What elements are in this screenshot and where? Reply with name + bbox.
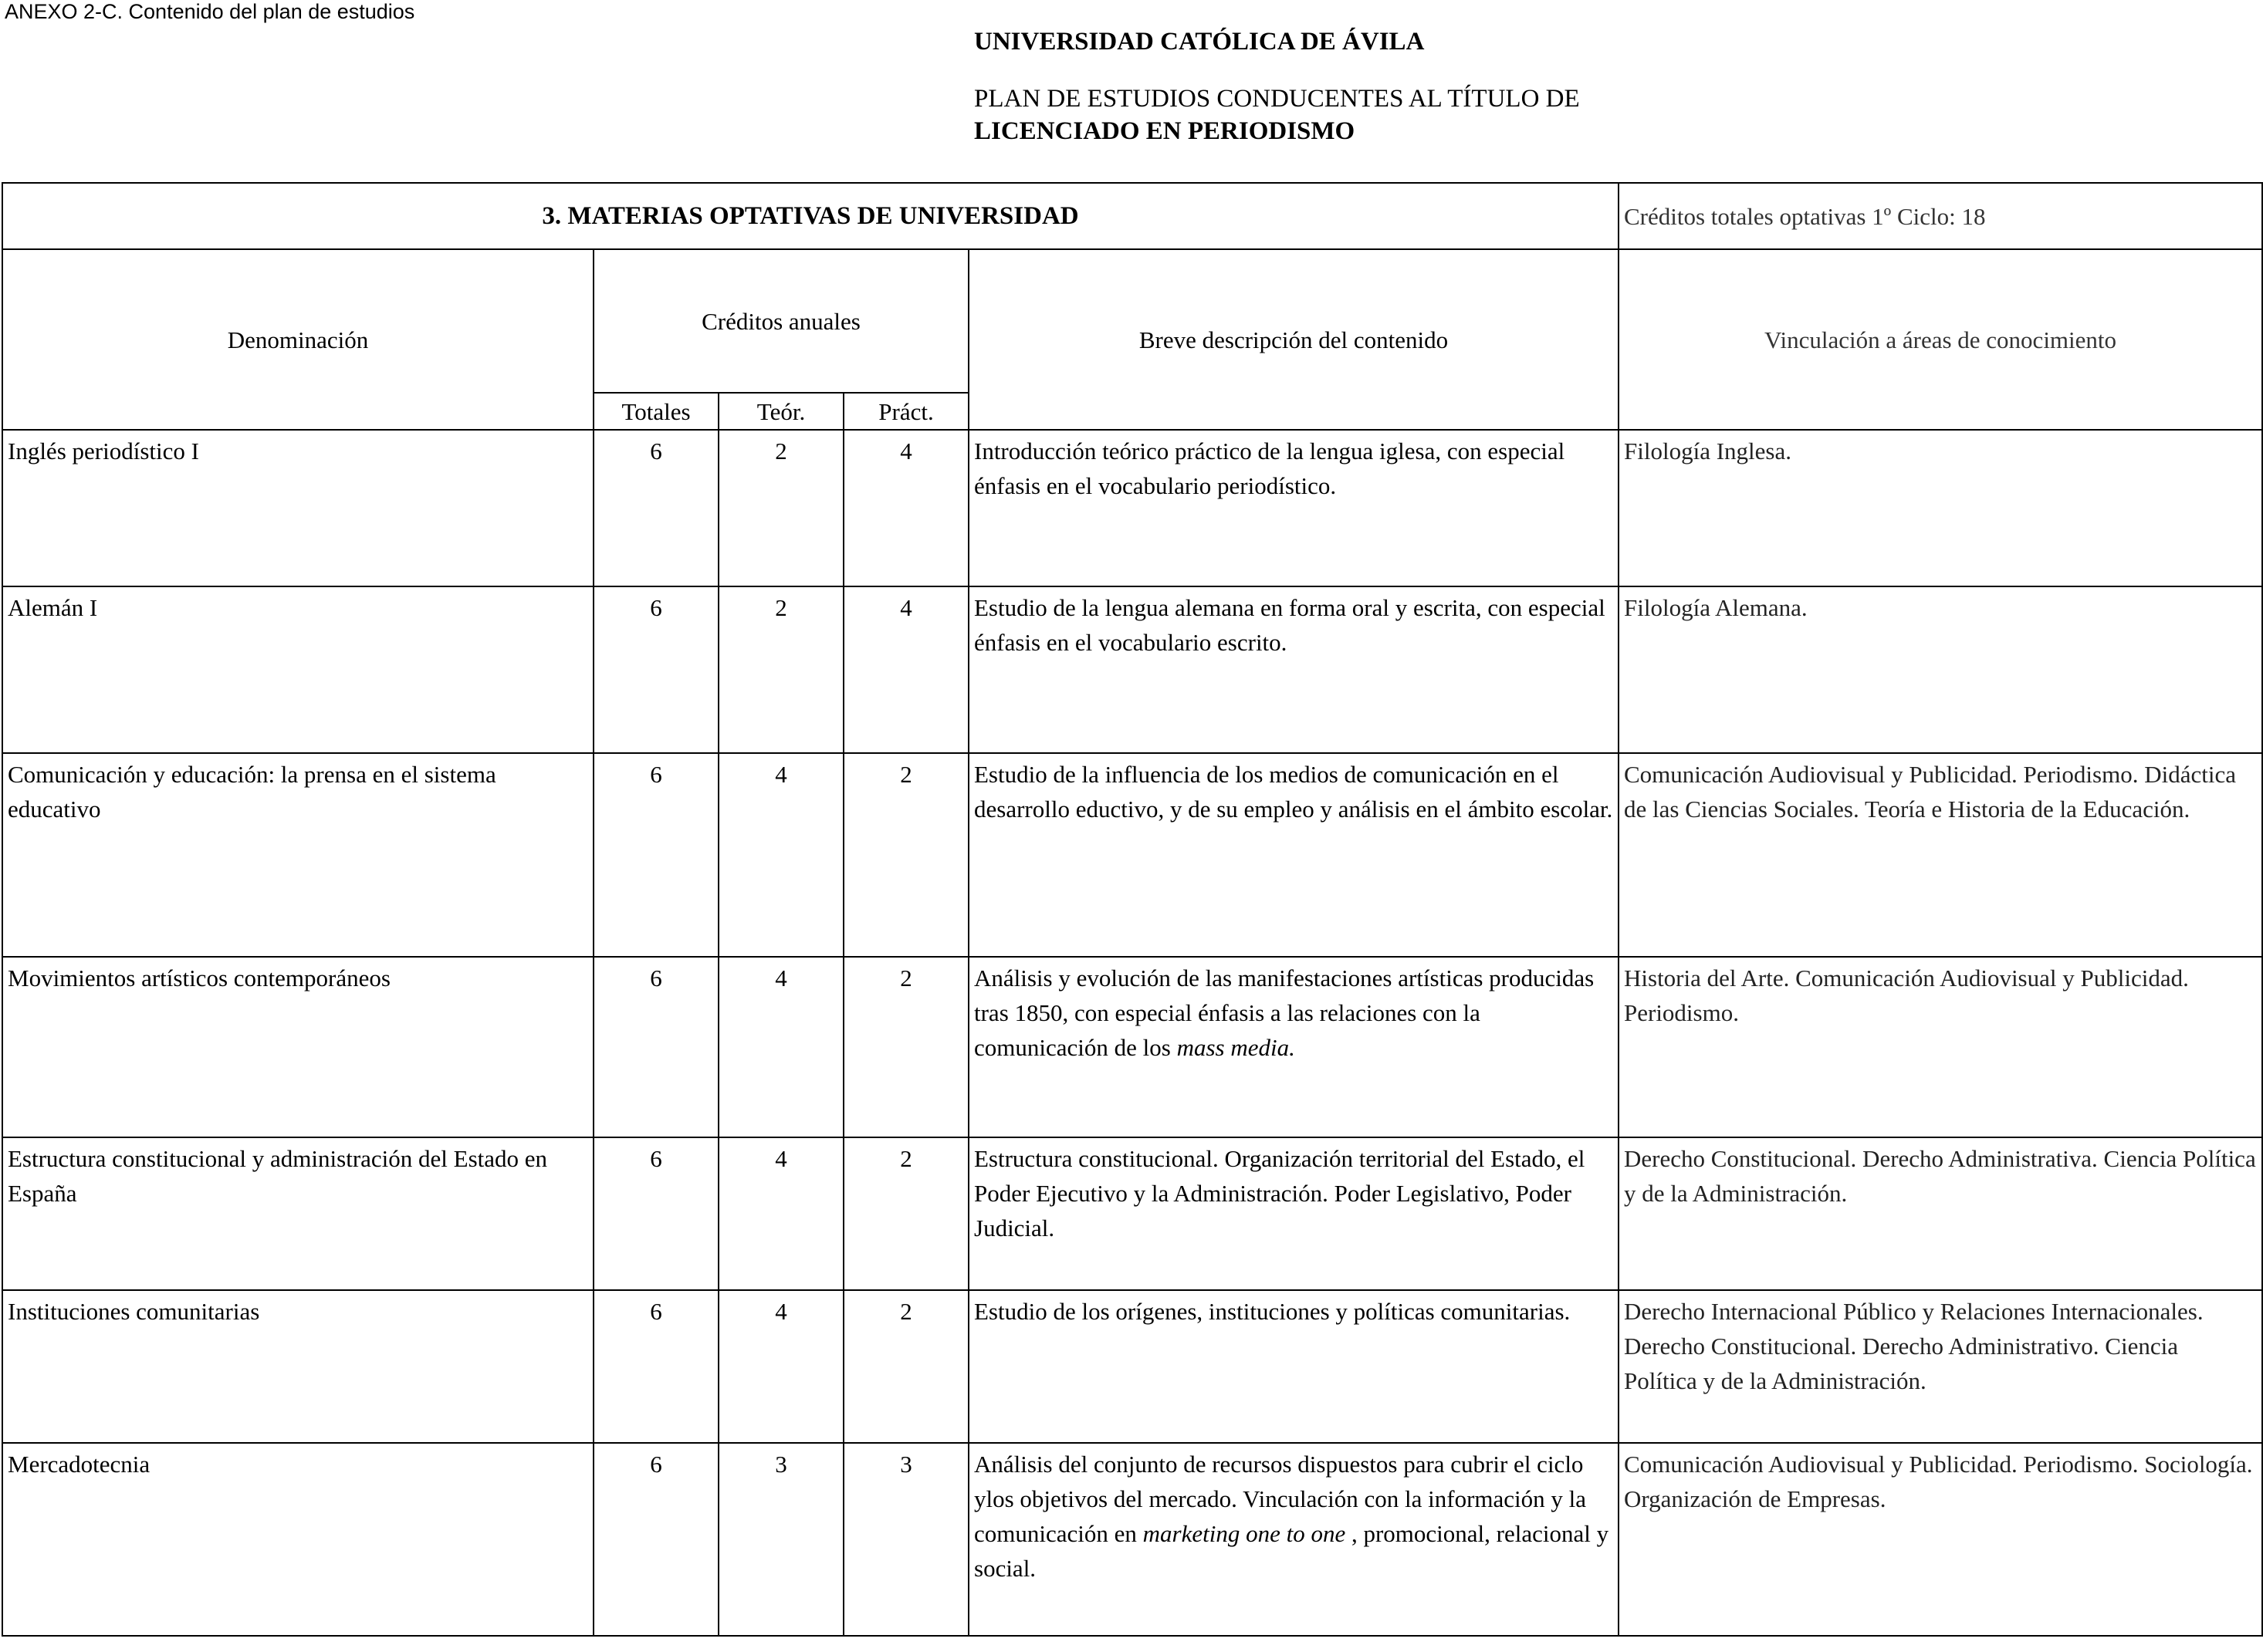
section-title: 3. MATERIAS OPTATIVAS DE UNIVERSIDAD [2, 183, 1619, 249]
col-header-vinculacion: Vinculación a áreas de conocimiento [1619, 249, 2262, 430]
credits-teor: 4 [719, 957, 844, 1137]
col-header-pract: Práct. [844, 393, 969, 430]
credits-totales: 6 [594, 1137, 719, 1290]
subject-name: Mercadotecnia [2, 1443, 594, 1636]
credits-teor: 4 [719, 1137, 844, 1290]
col-header-totales: Totales [594, 393, 719, 430]
credits-totales: 6 [594, 586, 719, 753]
credits-pract: 4 [844, 430, 969, 586]
subject-description [969, 957, 1619, 1137]
col-header-denominacion: Denominación [2, 249, 594, 430]
credits-pract: 2 [844, 753, 969, 957]
knowledge-areas: Derecho Constitucional. Derecho Administrativa. Ciencia Política y de la Administración. [1619, 1137, 2262, 1290]
plan-line: PLAN DE ESTUDIOS CONDUCENTES AL TÍTULO DE [974, 85, 1580, 113]
description-italic: mass media. [1176, 1034, 1295, 1061]
credits-teor: 2 [719, 586, 844, 753]
subject-description [969, 1443, 1619, 1636]
description-italic: marketing one to one [1142, 1520, 1346, 1547]
knowledge-areas: Derecho Internacional Público y Relaciones Internacionales. Derecho Constitucional. Derecho Administrativo. Ciencia Política y de la Administración. [1619, 1290, 2262, 1443]
credits-teor: 4 [719, 753, 844, 957]
subject-name: Estructura constitucional y administración del Estado en España [2, 1137, 594, 1290]
knowledge-areas: Historia del Arte. Comunicación Audiovisual y Publicidad. Periodismo. [1619, 957, 2262, 1137]
knowledge-areas: Comunicación Audiovisual y Publicidad. Periodismo. Sociología. Organización de Empresas. [1619, 1443, 2262, 1636]
credits-totales: 6 [594, 430, 719, 586]
credits-totales: 6 [594, 753, 719, 957]
annex-label: ANEXO 2-C. Contenido del plan de estudios [5, 0, 415, 23]
credits-pract: 2 [844, 1137, 969, 1290]
table-row [2, 430, 2262, 586]
table-row [2, 753, 2262, 957]
description-tail: , promocional, relacional y social. [974, 1520, 1609, 1582]
subject-description: Introducción teórico práctico de la lengua iglesa, con especial énfasis en el vocabulario periodístico. [969, 430, 1619, 586]
subject-name: Movimientos artísticos contemporáneos [2, 957, 594, 1137]
credits-totales: 6 [594, 1290, 719, 1443]
optional-subjects-table [2, 182, 2263, 1637]
subject-description: Estudio de la influencia de los medios de comunicación en el desarrollo eductivo, y de su empleo y análisis en el ámbito escolar. [969, 753, 1619, 957]
table-row [2, 957, 2262, 1137]
subject-description: Estudio de la lengua alemana en forma oral y escrita, con especial énfasis en el vocabulario escrito. [969, 586, 1619, 753]
credits-teor: 2 [719, 430, 844, 586]
credits-totales: 6 [594, 1443, 719, 1636]
credits-teor: 4 [719, 1290, 844, 1443]
table-row [2, 1443, 2262, 1636]
credits-pract: 2 [844, 957, 969, 1137]
col-header-teor: Teór. [719, 393, 844, 430]
knowledge-areas: Comunicación Audiovisual y Publicidad. Periodismo. Didáctica de las Ciencias Sociales. Teoría e Historia de la Educación. [1619, 753, 2262, 957]
credits-totales: 6 [594, 957, 719, 1137]
university-name: UNIVERSIDAD CATÓLICA DE ÁVILA [974, 28, 1425, 56]
subject-description: Estructura constitucional. Organización territorial del Estado, el Poder Ejecutivo y la Administración. Poder Legislativo, Poder Judicial. [969, 1137, 1619, 1290]
subject-name: Comunicación y educación: la prensa en el sistema educativo [2, 753, 594, 957]
subject-name: Inglés periodístico I [2, 430, 594, 586]
table-row [2, 1290, 2262, 1443]
knowledge-areas: Filología Alemana. [1619, 586, 2262, 753]
credits-pract: 4 [844, 586, 969, 753]
credits-pract: 3 [844, 1443, 969, 1636]
table-row [2, 1137, 2262, 1290]
total-credits: Créditos totales optativas 1º Ciclo: 18 [1619, 183, 2262, 249]
credits-teor: 3 [719, 1443, 844, 1636]
col-header-creditos: Créditos anuales [594, 249, 969, 393]
credits-pract: 2 [844, 1290, 969, 1443]
col-header-descripcion: Breve descripción del contenido [969, 249, 1619, 430]
degree-title: LICENCIADO EN PERIODISMO [974, 117, 1355, 145]
subject-description: Estudio de los orígenes, instituciones y políticas comunitarias. [969, 1290, 1619, 1443]
description-text: Análisis del conjunto de recursos dispuestos para cubrir el ciclo ylos objetivos del mercado. Vinculación con la información y la comunicación en [974, 1451, 1587, 1547]
subject-name: Instituciones comunitarias [2, 1290, 594, 1443]
description-text: Análisis y evolución de las manifestaciones artísticas producidas tras 1850, con especial énfasis a las relaciones con la comunicación de los [974, 965, 1595, 1061]
knowledge-areas: Filología Inglesa. [1619, 430, 2262, 586]
table-row [2, 586, 2262, 753]
subject-name: Alemán I [2, 586, 594, 753]
